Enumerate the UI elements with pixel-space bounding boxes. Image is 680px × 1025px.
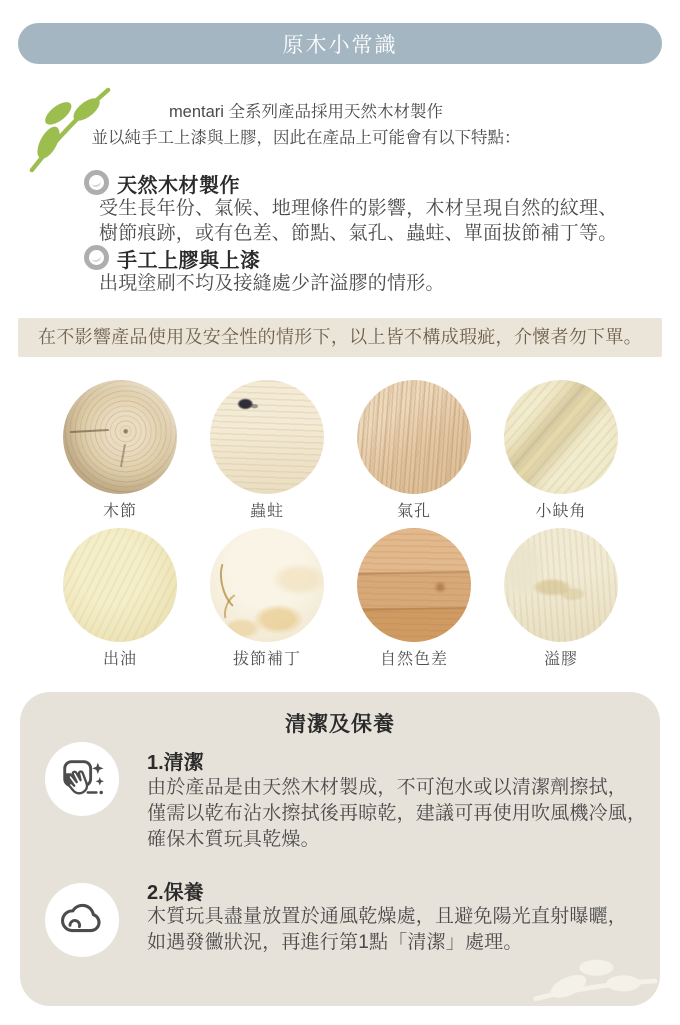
wood-sample bbox=[357, 380, 471, 521]
wood-sample-label: 拔節補丁 bbox=[232, 651, 301, 668]
wood-sample-label: 出油 bbox=[102, 651, 137, 668]
intro-line-1: mentari 全系列產品採用天然木材製作 bbox=[168, 103, 444, 121]
wood-bead-bullet-icon bbox=[84, 245, 109, 270]
care-line: 由於產品是由天然木材製成，不可泡水或以清潔劑擦拭， bbox=[147, 777, 628, 798]
wood-sample bbox=[357, 528, 471, 669]
wood-sample-label: 氣孔 bbox=[396, 503, 431, 520]
page-title: 原木小常識 bbox=[282, 33, 398, 57]
care-section bbox=[20, 692, 660, 1006]
worm-hole-photo bbox=[210, 380, 324, 494]
feature-body bbox=[99, 271, 445, 296]
wood-sample bbox=[63, 380, 177, 521]
care-line: 僅需以乾布沾水擦拭後再晾乾，建議可再使用吹風機冷風， bbox=[147, 803, 647, 824]
care-section-title: 清潔及保養 bbox=[285, 713, 395, 736]
disclaimer-notice: 在不影響產品使用及安全性的情形下，以上皆不構成瑕疵，介懷者勿下單。 bbox=[18, 318, 662, 357]
glue-overflow-photo bbox=[504, 528, 618, 642]
care-line: 確保木質玩具乾燥。 bbox=[147, 829, 320, 850]
care-item-body bbox=[147, 904, 627, 956]
oil-seep-photo bbox=[63, 528, 177, 642]
care-item-title: 1.清潔 bbox=[147, 752, 204, 774]
wood-pores-photo bbox=[357, 380, 471, 494]
wipe-hand-icon bbox=[58, 755, 106, 803]
wood-sample-label: 溢膠 bbox=[543, 651, 578, 668]
feature-title: 手工上膠與上漆 bbox=[117, 250, 261, 272]
wood-knot-photo bbox=[63, 380, 177, 494]
wood-sample-label: 蟲蛀 bbox=[249, 503, 284, 520]
feature-title: 天然木材製作 bbox=[117, 175, 240, 197]
maintain-icon-badge bbox=[45, 883, 119, 957]
intro-text bbox=[0, 99, 612, 151]
wood-sample bbox=[210, 380, 324, 521]
care-line: 如遇發黴狀況，再進行第1點「清潔」處理。 bbox=[147, 932, 523, 953]
clean-icon-badge bbox=[45, 742, 119, 816]
intro-line-2: 並以純手工上漆與上膠，因此在產品上可能會有以下特點： bbox=[91, 129, 521, 147]
wood-bead-bullet-icon bbox=[84, 170, 109, 195]
wood-sample bbox=[504, 380, 618, 521]
feature-line: 受生長年份、氣候、地理條件的影響，木材呈現自然的紋理、 bbox=[99, 198, 618, 219]
feature-line: 樹節痕跡，或有色差、節點、氣孔、蟲蛀、單面拔節補丁等。 bbox=[99, 223, 618, 244]
wood-sample bbox=[504, 528, 618, 669]
care-item-body bbox=[147, 775, 646, 853]
wood-sample bbox=[63, 528, 177, 669]
wood-sample-label: 木節 bbox=[102, 503, 137, 520]
color-difference-photo bbox=[357, 528, 471, 642]
wood-sample bbox=[210, 528, 324, 669]
cloud-icon bbox=[58, 896, 106, 944]
chipped-corner-photo bbox=[504, 380, 618, 494]
feature-body bbox=[99, 196, 617, 246]
feature-line: 出現塗刷不均及接縫處少許溢膠的情形。 bbox=[99, 273, 445, 294]
care-item-title: 2.保養 bbox=[147, 882, 204, 904]
page-title-banner bbox=[18, 23, 662, 64]
knot-patch-photo bbox=[210, 528, 324, 642]
wood-sample-label: 自然色差 bbox=[379, 651, 448, 668]
wood-sample-label: 小缺角 bbox=[535, 503, 587, 520]
care-line: 木質玩具盡量放置於通風乾燥處，且避免陽光直射曝曬， bbox=[147, 906, 628, 927]
